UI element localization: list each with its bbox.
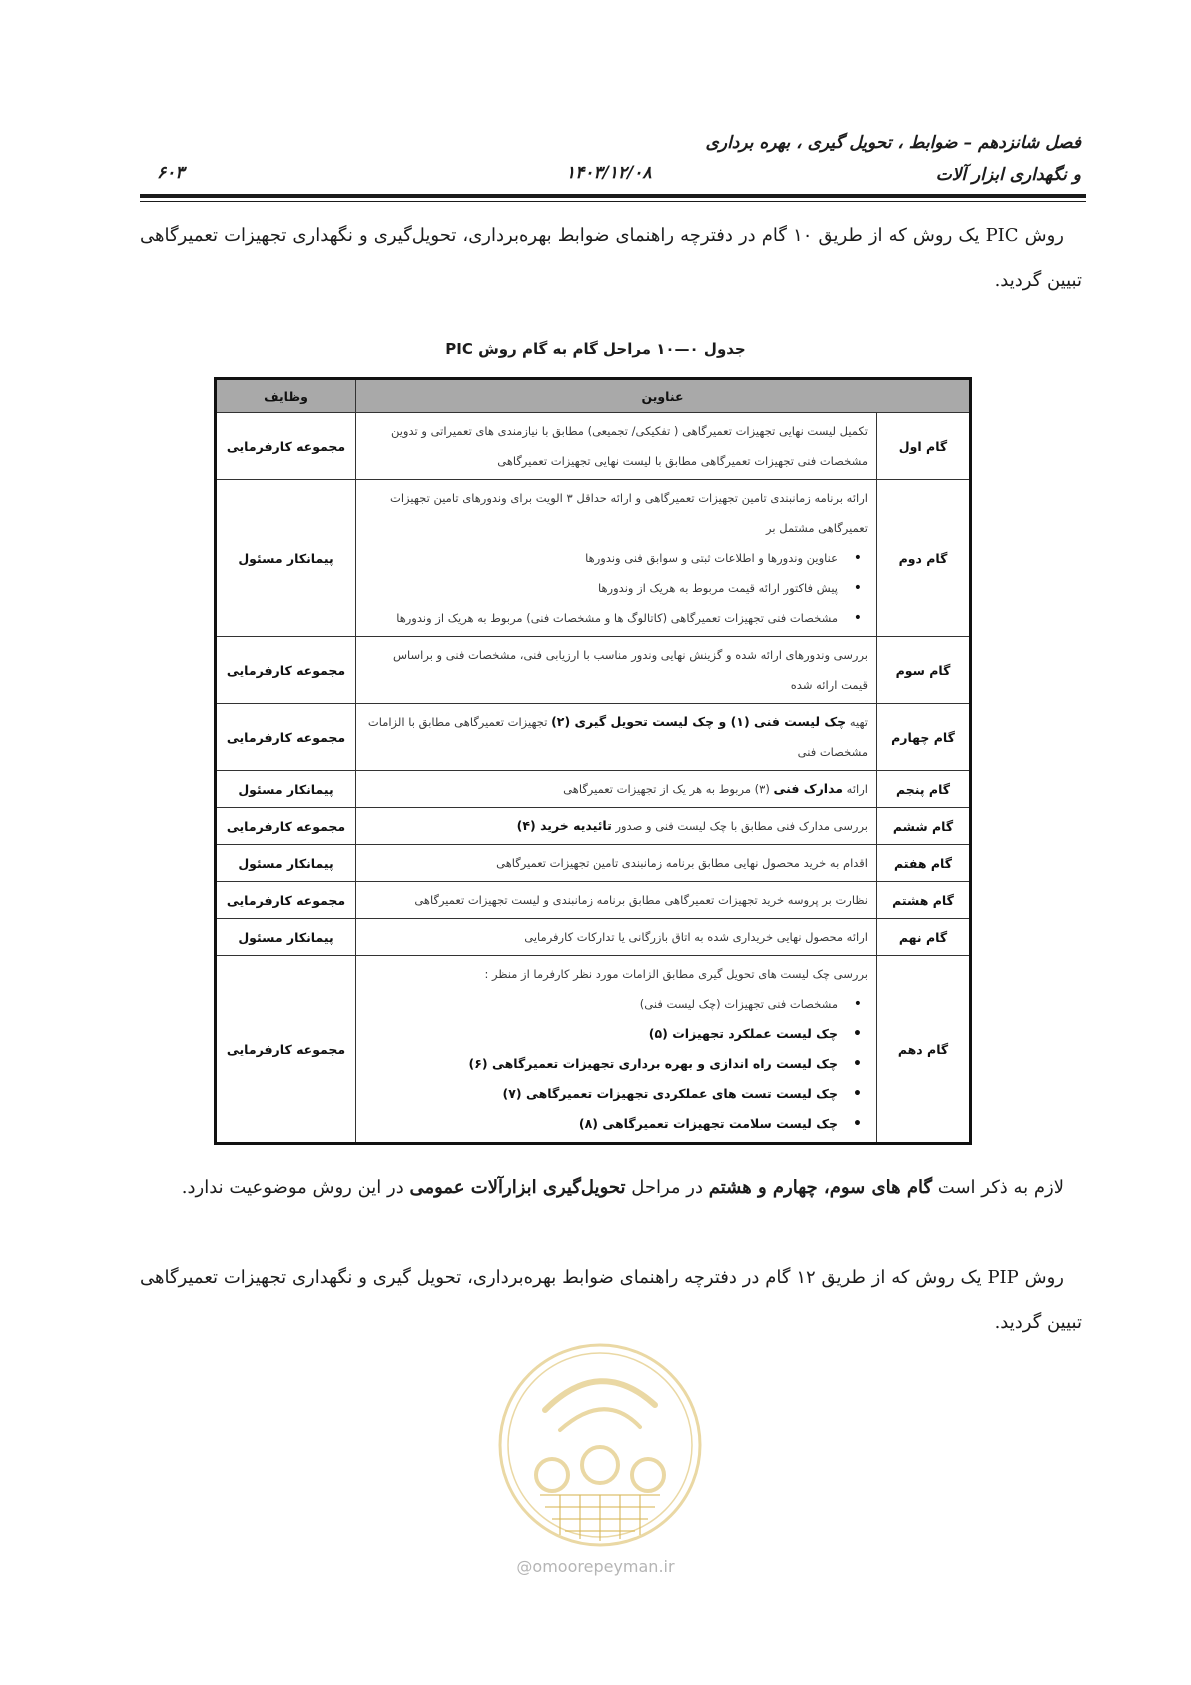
- step-label: گام سوم: [877, 637, 971, 704]
- list-item: • چک لیست راه اندازی و بهره برداری تجهیزات تعمیرگاهی (۶): [366, 1049, 838, 1079]
- note-text: در این روش موضوعیت ندارد.: [181, 1177, 410, 1198]
- step-description: بررسی وندورهای ارائه شده و گزینش نهایی وندور مناسب با ارزیابی فنی، مشخصات فنی و براساس قیمت ارائه شده: [356, 637, 877, 704]
- intro-paragraph-text: روش PIC یک روش که از طریق ۱۰ گام در دفترچه راهنمای ضوابط بهره‌برداری، تحویل‌گیری و نگهداری تجهیزات تعمیرگاهی تبیین گردید.: [140, 225, 1082, 291]
- chapter-title-line2: و نگهداری ابزار آلات: [935, 165, 1081, 185]
- table-row: [216, 413, 971, 480]
- table-row: [216, 956, 971, 1144]
- chapter-title-line1: فصل شانزدهم – ضوابط ، تحویل گیری ، بهره برداری: [705, 133, 1081, 153]
- table-row: [216, 919, 971, 956]
- pip-paragraph-text: روش PIP یک روش که از طریق ۱۲ گام در دفترچه راهنمای ضوابط بهره‌برداری، تحویل گیری و نگهداری تجهیزات تعمیرگاهی تبیین گردید.: [140, 1267, 1082, 1333]
- desc-part: تهیه: [846, 715, 868, 729]
- step-duty: پیمانکار مسئول: [216, 919, 356, 956]
- step-duty: مجموعه کارفرمایی: [216, 704, 356, 771]
- desc-part: ارائه: [843, 782, 868, 796]
- step-description: اقدام به خرید محصول نهایی مطابق برنامه زمانبندی تامین تجهیزات تعمیرگاهی: [356, 845, 877, 882]
- intro-paragraph: [140, 213, 1082, 303]
- list-item: • چک لیست سلامت تجهیزات تعمیرگاهی (۸): [366, 1109, 838, 1139]
- note-bold-text: تحویل‌گیری ابزارآلات عمومی: [409, 1177, 626, 1198]
- list-item: • مشخصات فنی تجهیزات تعمیرگاهی (کاتالوگ ها و مشخصات فنی) مربوط به هریک از وندورها: [366, 603, 838, 633]
- table-header-row: [216, 379, 971, 413]
- step-duty: پیمانکار مسئول: [216, 845, 356, 882]
- watermark-seal-logo: [490, 1335, 710, 1555]
- desc-part: (۳) مربوط به هر یک از تجهیزات تعمیرگاهی: [563, 782, 774, 796]
- step-description: [356, 704, 877, 771]
- step-description-text: بررسی چک لیست های تحویل گیری مطابق الزامات مورد نظر کارفرما از منظر :: [484, 967, 868, 981]
- list-item: • چک لیست تست های عملکردی تجهیزات تعمیرگاهی (۷): [366, 1079, 838, 1109]
- step-description: نظارت بر پروسه خرید تجهیزات تعمیرگاهی مطابق برنامه زمانبندی و لیست تجهیزات تعمیرگاهی: [356, 882, 877, 919]
- table-caption: جدول ۰—۱۰ مراحل گام به گام روش PIC: [445, 340, 746, 358]
- header-duties: وظایف: [216, 379, 356, 413]
- header-rule-thin: [140, 201, 1086, 202]
- table-row: [216, 480, 971, 637]
- list-item: • عناوین وندورها و اطلاعات ثبتی و سوابق فنی وندورها: [366, 543, 838, 573]
- step-label: گام نهم: [877, 919, 971, 956]
- table-row: [216, 704, 971, 771]
- step-duty: مجموعه کارفرمایی: [216, 882, 356, 919]
- pic-steps-table: [214, 377, 972, 1145]
- desc-bold-part: تائیدیه خرید (۴): [516, 818, 612, 833]
- step-description: تکمیل لیست نهایی تجهیزات تعمیرگاهی ( تفکیکی/ تجمیعی) مطابق با نیازمندی های تعمیراتی و تدوین مشخصات فنی تجهیزات تعمیرگاهی مطابق با لیست نهایی تجهیزات تعمیرگاهی: [356, 413, 877, 480]
- step-label: گام هشتم: [877, 882, 971, 919]
- table-row: [216, 845, 971, 882]
- step-label: گام ششم: [877, 808, 971, 845]
- header-date: ۱۴۰۳/۱۲/۰۸: [566, 163, 652, 183]
- step-description: [356, 956, 877, 1144]
- step-description: ارائه محصول نهایی خریداری شده به اتاق بازرگانی یا تدارکات کارفرمایی: [356, 919, 877, 956]
- bullet-list: [366, 989, 868, 1139]
- table-row: [216, 808, 971, 845]
- step-description: [356, 771, 877, 808]
- step-description: [356, 808, 877, 845]
- step-duty: مجموعه کارفرمایی: [216, 956, 356, 1144]
- note-paragraph: [140, 1165, 1082, 1210]
- step-duty: مجموعه کارفرمایی: [216, 637, 356, 704]
- header-rule-thick: [140, 194, 1086, 198]
- note-bold-text: گام های سوم، چهارم و هشتم: [708, 1177, 933, 1198]
- desc-bold-part: مدارک فنی: [773, 781, 844, 796]
- note-text: در مراحل: [625, 1177, 709, 1198]
- desc-part: بررسی مدارک فنی مطابق با چک لیست فنی و صدور: [611, 819, 868, 833]
- step-duty: مجموعه کارفرمایی: [216, 413, 356, 480]
- step-label: گام اول: [877, 413, 971, 480]
- bullet-list: [366, 543, 868, 633]
- table-row: [216, 637, 971, 704]
- step-label: گام پنجم: [877, 771, 971, 808]
- note-text: لازم به ذکر است: [932, 1177, 1064, 1198]
- step-label: گام دهم: [877, 956, 971, 1144]
- step-label: گام چهارم: [877, 704, 971, 771]
- desc-bold-part: چک لیست فنی (۱) و چک لیست تحویل گیری (۲): [551, 714, 847, 729]
- step-label: گام هفتم: [877, 845, 971, 882]
- step-duty: مجموعه کارفرمایی: [216, 808, 356, 845]
- list-item: • چک لیست عملکرد تجهیزات (۵): [366, 1019, 838, 1049]
- list-item: • مشخصات فنی تجهیزات (چک لیست فنی): [366, 989, 838, 1019]
- header-titles: عناوین: [356, 379, 971, 413]
- list-item: • پیش فاکتور ارائه قیمت مربوط به هریک از وندورها: [366, 573, 838, 603]
- table-row: [216, 771, 971, 808]
- step-description: [356, 480, 877, 637]
- table-row: [216, 882, 971, 919]
- desc-part: تجهیزات تعمیرگاهی مطابق با الزامات مشخصات فنی: [367, 715, 868, 759]
- step-duty: پیمانکار مسئول: [216, 771, 356, 808]
- step-description-text: ارائه برنامه زمانبندی تامین تجهیزات تعمیرگاهی و ارائه حداقل ۳ الویت برای وندورهای تامین تجهیزات تعمیرگاهی مشتمل بر: [390, 491, 868, 535]
- step-duty: پیمانکار مسئول: [216, 480, 356, 637]
- step-label: گام دوم: [877, 480, 971, 637]
- page-number: ۶۰۳: [157, 163, 185, 183]
- watermark-site: @omoorepeyman.ir: [516, 1557, 675, 1576]
- pip-paragraph: [140, 1255, 1082, 1345]
